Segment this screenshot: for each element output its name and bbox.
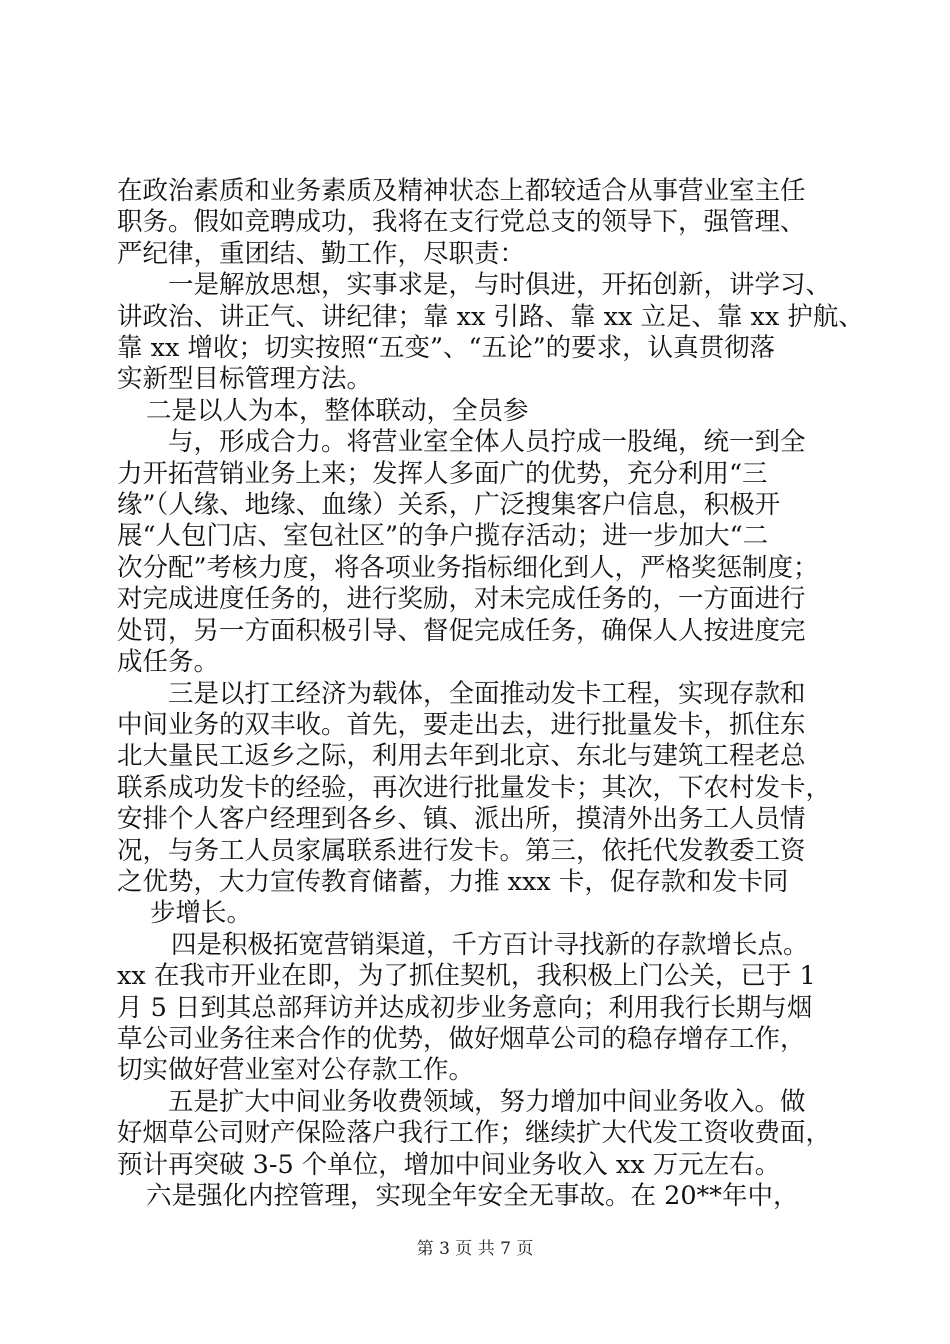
body-line: 之优势，大力宣传教育储蓄，力推 xxx 卡，促存款和发卡同 — [117, 867, 789, 897]
body-line: 成任务。 — [117, 647, 220, 677]
body-line: 一是解放思想，实事求是，与时俱进，开拓创新，讲学习、 — [168, 270, 832, 300]
body-line: 草公司业务往来合作的优势，做好烟草公司的稳存增存工作， — [117, 1024, 806, 1054]
body-line: 切实做好营业室对公存款工作。 — [117, 1055, 475, 1085]
body-line: 步增长。 — [150, 898, 253, 928]
body-line: 实新型目标管理方法。 — [117, 364, 373, 394]
body-line: 展“人包门店、室包社区”的争户揽存活动；进一步加大“二 — [117, 521, 769, 551]
body-line: 好烟草公司财产保险落户我行工作；继续扩大代发工资收费面， — [117, 1118, 832, 1148]
body-line: 处罚，另一方面积极引导、督促完成任务，确保人人按进度完 — [117, 616, 806, 646]
body-line: 二是以人为本，整体联动，全员参 — [146, 396, 529, 426]
body-line: 靠 xx 增收；切实按照“五变”、“五论”的要求，认真贯彻落 — [117, 333, 776, 363]
body-line: 次分配”考核力度，将各项业务指标细化到人，严格奖惩制度； — [117, 553, 819, 583]
body-line: 三是以打工经济为载体，全面推动发卡工程，实现存款和 — [168, 679, 806, 709]
body-line: 中间业务的双丰收。首先，要走出去，进行批量发卡，抓住东 — [117, 710, 806, 740]
body-line: 严纪律，重团结、勤工作，尽职责： — [117, 239, 526, 269]
body-line: 五是扩大中间业务收费领域，努力增加中间业务收入。做 — [168, 1087, 806, 1117]
body-line: 况，与务工人员家属联系进行发卡。第三，依托代发教委工资 — [117, 836, 806, 866]
body-line: 职务。假如竞聘成功，我将在支行党总支的领导下，强管理、 — [117, 207, 806, 237]
body-line: 与，形成合力。将营业室全体人员拧成一股绳，统一到全 — [168, 427, 806, 457]
body-line: 四是积极拓宽营销渠道，千方百计寻找新的存款增长点。 — [171, 930, 809, 960]
body-line: 讲政治、讲正气、讲纪律；靠 xx 引路、靠 xx 立足、靠 xx 护航、 — [117, 302, 864, 332]
body-line: 在政治素质和业务素质及精神状态上都较适合从事营业室主任 — [117, 176, 806, 206]
body-line: xx 在我市开业在即，为了抓住契机，我积极上门公关，已于 1 — [117, 961, 816, 991]
body-line: 预计再突破 3-5 个单位，增加中间业务收入 xx 万元左右。 — [117, 1150, 781, 1180]
body-line: 安排个人客户经理到各乡、镇、派出所，摸清外出务工人员情 — [117, 804, 806, 834]
body-line: 力开拓营销业务上来；发挥人多面广的优势，充分利用“三 — [117, 459, 768, 489]
body-line: 对完成进度任务的，进行奖励，对未完成任务的，一方面进行 — [117, 584, 806, 614]
body-line: 北大量民工返乡之际，利用去年到北京、东北与建筑工程老总 — [117, 741, 806, 771]
body-line: 六是强化内控管理，实现全年安全无事故。在 20**年中， — [146, 1181, 799, 1211]
body-line: 月 5 日到其总部拜访并达成初步业务意向；利用我行长期与烟 — [117, 993, 813, 1023]
body-line: 缘”（人缘、地缘、血缘）关系，广泛搜集客户信息，积极开 — [117, 490, 781, 520]
body-line: 联系成功发卡的经验，再次进行批量发卡；其次，下农村发卡， — [117, 773, 832, 803]
page-number-footer: 第 3 页 共 7 页 — [416, 1239, 534, 1259]
